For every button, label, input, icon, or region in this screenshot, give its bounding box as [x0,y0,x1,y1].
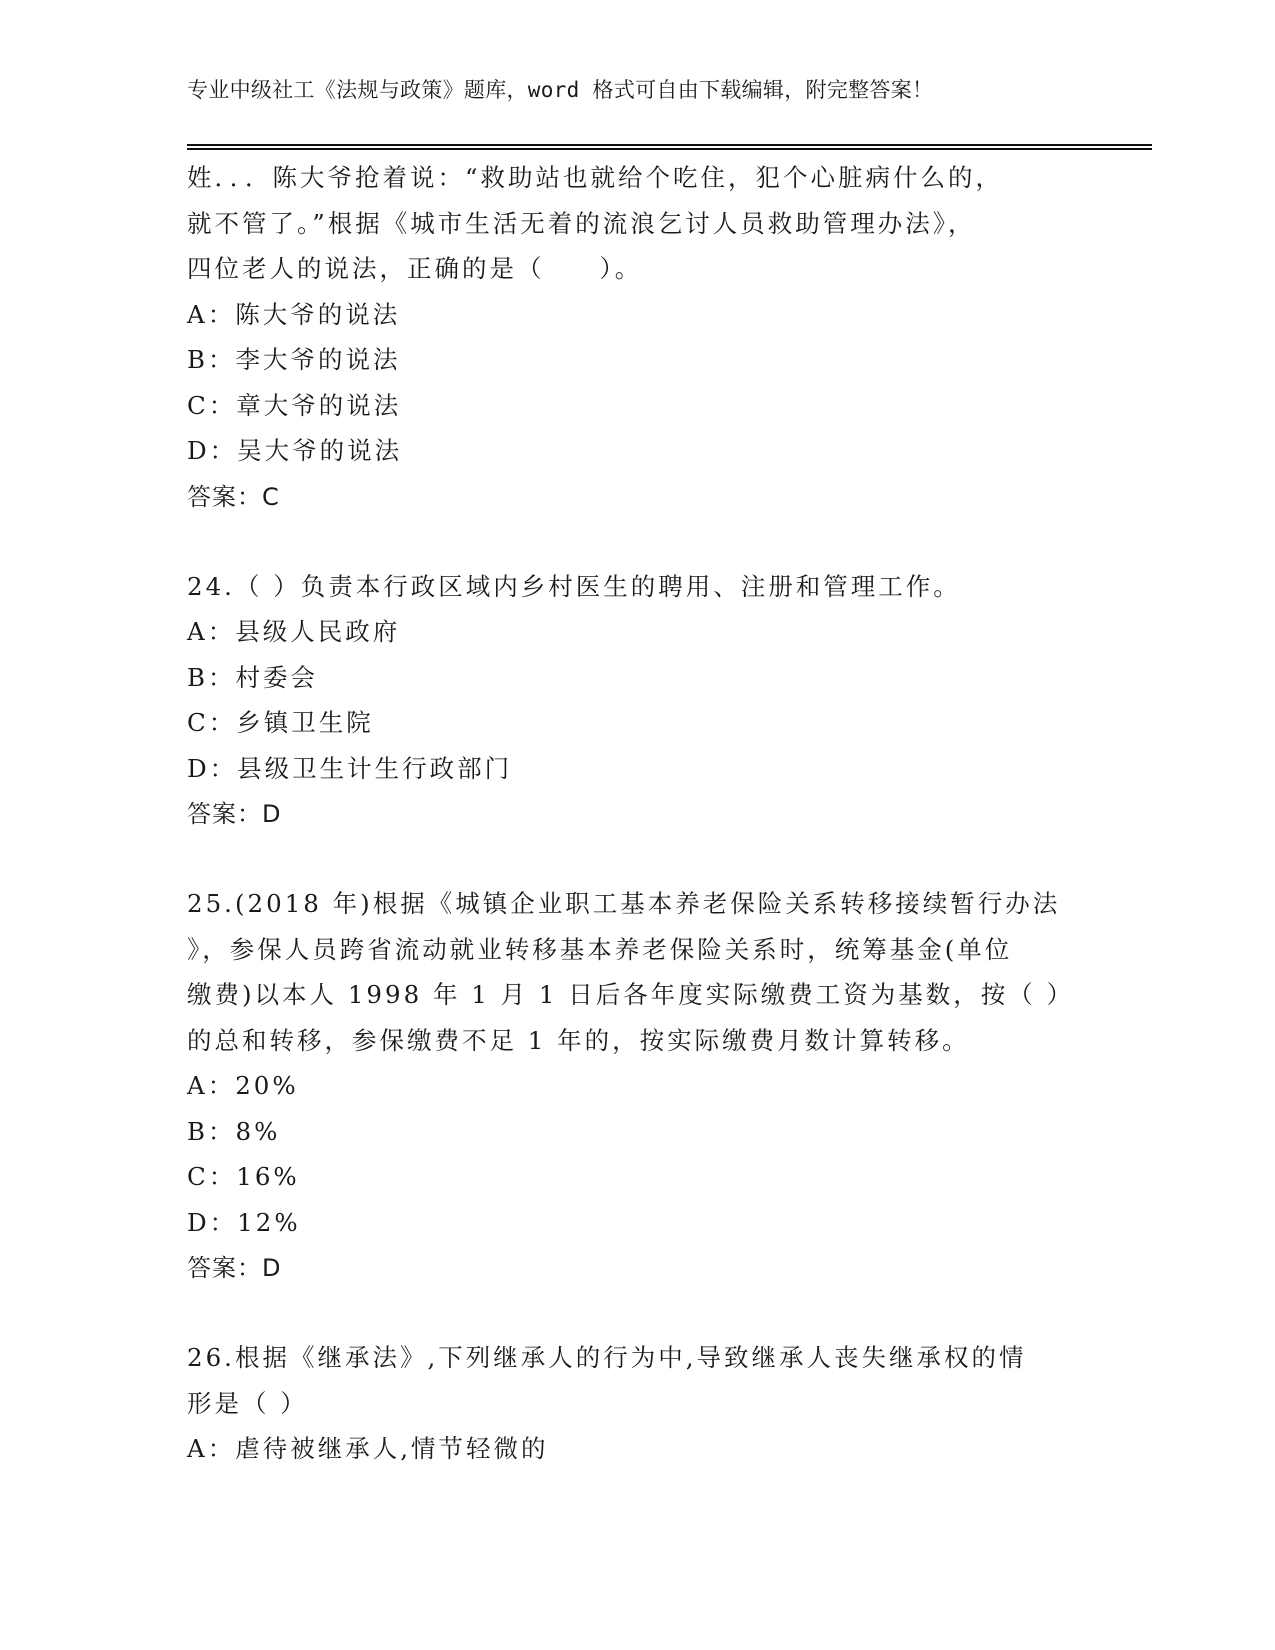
question-25-text-line-3: 缴费)以本人 1998 年 1 月 1 日后各年度实际缴费工资为基数，按（ ） [187,980,1075,1009]
question-23 [187,155,1087,520]
question-23-text-line-1: 姓．．．陈大爷抢着说：“救助站也就给个吃住，犯个心脏病什么的， [187,163,1004,192]
question-24-answer: 答案：D [187,800,282,828]
question-24-option-b: B：村委会 [187,662,319,692]
question-23-option-a: A：陈大爷的说法 [187,299,401,329]
question-24 [187,564,1087,838]
question-23-option-d: D：吴大爷的说法 [187,436,403,465]
spacer [187,1291,1087,1335]
question-24-text-line-1: 24.（ ）负责本行政区域内乡村医生的聘用、注册和管理工作。 [187,571,961,601]
header-double-rule [187,144,1152,150]
question-26-option-a: A：虐待被继承人,情节轻微的 [187,1434,549,1463]
spacer [187,520,1087,564]
question-23-option-c: C：章大爷的说法 [187,390,402,420]
page-header-title: 专业中级社工《法规与政策》题库，word 格式可自由下载编辑，附完整答案！ [187,78,934,102]
question-25 [187,881,1087,1291]
question-25-text-line-2: 》，参保人员跨省流动就业转移基本养老保险关系时，统筹基金(单位 [187,934,1013,964]
question-23-text-line-3: 四位老人的说法，正确的是（ ）。 [187,254,643,283]
question-25-option-a: A：20% [187,1071,299,1100]
question-25-text-line-1: 25.(2018 年)根据《城镇企业职工基本养老保险关系转移接续暂行办法 [187,889,1061,918]
question-23-answer: 答案：C [187,482,280,511]
question-25-option-d: D：12% [187,1207,301,1237]
question-26-text-line-2: 形是（ ） [187,1388,308,1418]
question-23-option-b: B：李大爷的说法 [187,345,401,374]
question-24-option-c: C：乡镇卫生院 [187,708,374,737]
question-24-option-a: A：县级人民政府 [187,617,401,646]
question-25-option-b: B：8% [187,1116,281,1146]
question-25-text-line-4: 的总和转移，参保缴费不足 1 年的，按实际缴费月数计算转移。 [187,1025,970,1055]
question-24-option-d: D：县级卫生计生行政部门 [187,753,513,783]
question-25-option-c: C：16% [187,1162,300,1191]
document-body [187,155,1087,1472]
question-26 [187,1335,1087,1472]
question-23-text-line-2: 就不管了。”根据《城市生活无着的流浪乞讨人员救助管理办法》， [187,208,976,238]
question-26-text-line-1: 26.根据《继承法》,下列继承人的行为中,导致继承人丧失继承权的情 [187,1343,1027,1372]
question-25-answer: 答案：D [187,1254,282,1282]
spacer [187,837,1087,881]
